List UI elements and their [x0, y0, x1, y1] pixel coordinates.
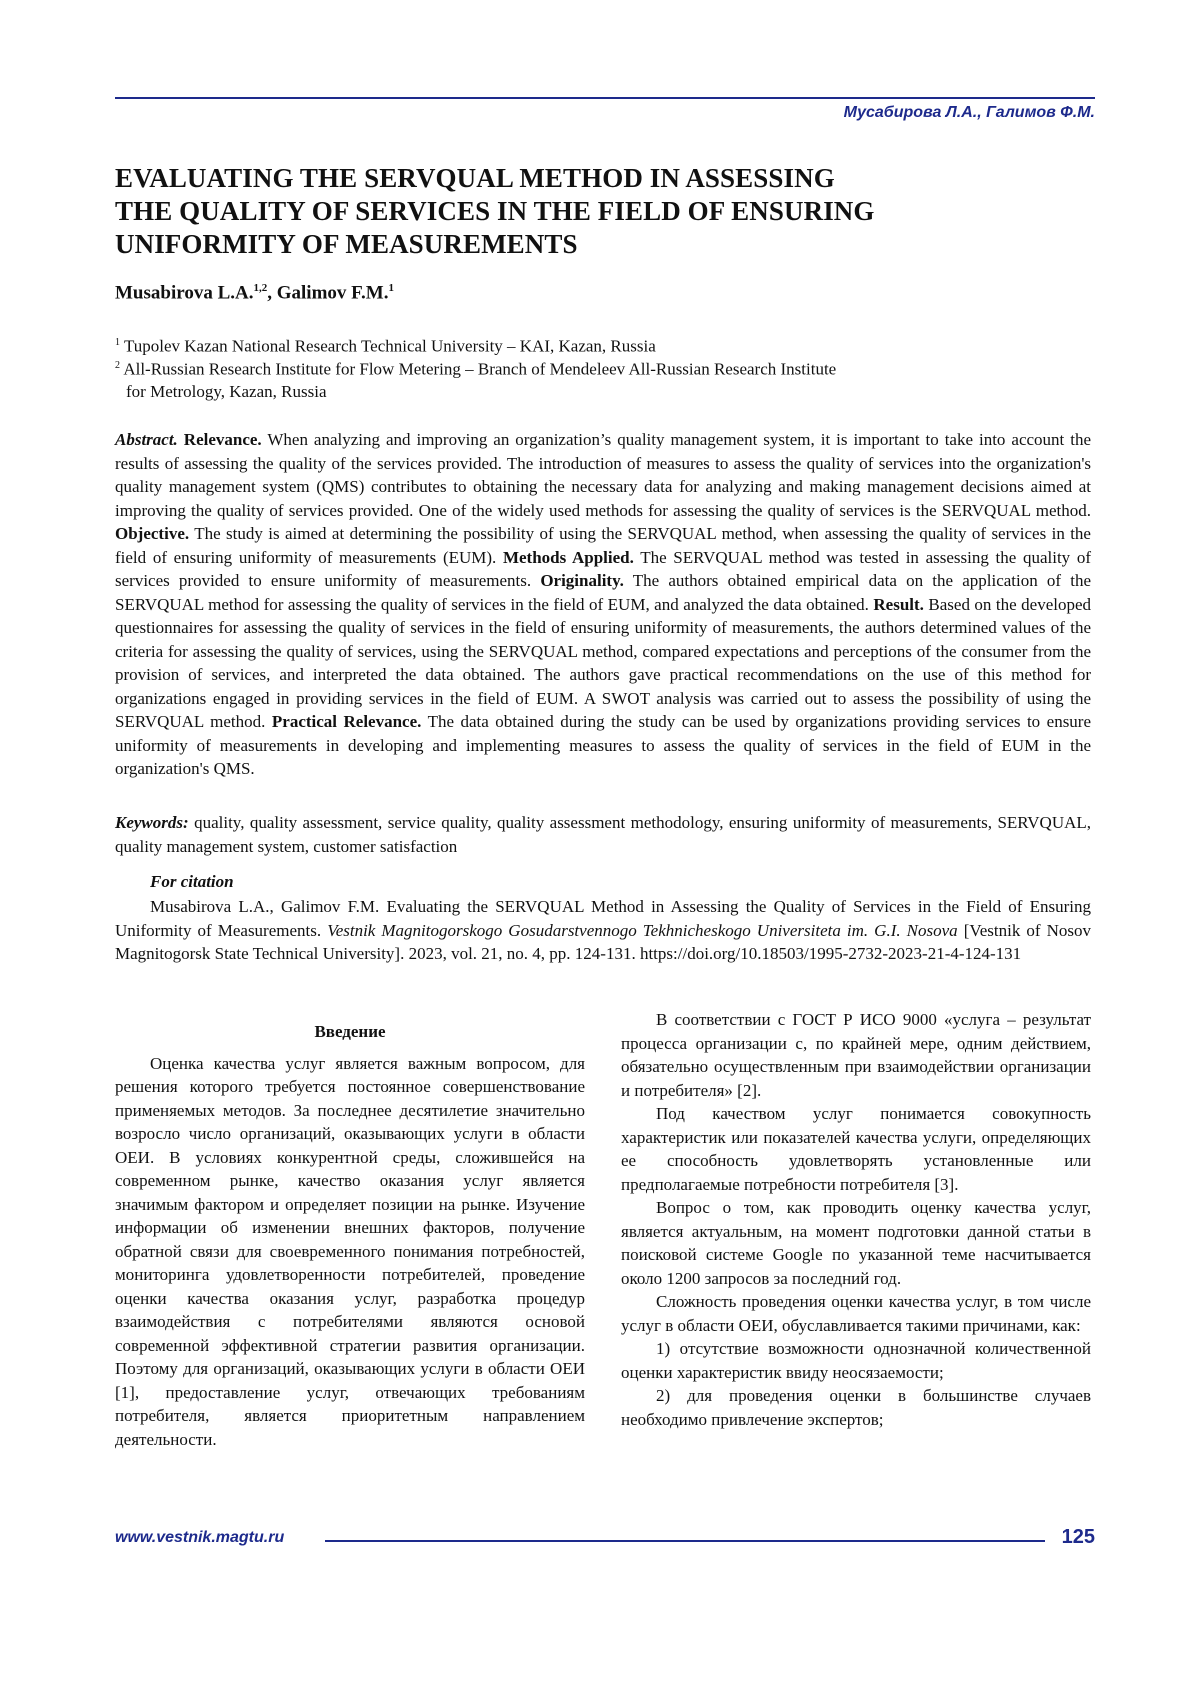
- abstract-section-label: Objective.: [115, 524, 189, 543]
- affiliation-text: Tupolev Kazan National Research Technical University – KAI, Kazan, Russia: [124, 337, 656, 356]
- section-heading: Введение: [115, 1020, 585, 1044]
- abstract-section-label: Methods Applied.: [503, 548, 634, 567]
- citation: [115, 895, 1091, 966]
- abstract-text: The data obtained during the study can be used by organizations providing services to ensure uniformity of measurements in developing and implementing measures to assess the quality of services in the field of EUM in the organization's QMS.: [115, 712, 1091, 778]
- abstract-text: When analyzing and improving an organization’s quality management system, it is important to take into account the results of assessing the quality of the services provided. The introduction of measures to assess the quality of services into the organization's quality management system (QMS) contributes to obtaining the necessary data for analyzing and making management decisions aimed at improving the quality of services provided. One of the widely used methods for assessing the quality of services is the SERVQUAL method.: [115, 430, 1091, 520]
- affiliation: [115, 355, 836, 403]
- citation-text: [Vestnik of Nosov Magnitogorsk State Technical University]. 2023, vol. 21, no. 4, pp. 124-131. https://doi.org/10.18503/1995-2732-2023-21-4-124-131: [115, 921, 1091, 964]
- list-item: 2) для проведения оценки в большинстве случаев необходимо привлечение экспертов;: [621, 1384, 1091, 1431]
- affiliation-text-continued: for Metrology, Kazan, Russia: [115, 382, 327, 401]
- author-affiliation-mark: 1: [388, 282, 394, 294]
- affiliation: [115, 332, 656, 358]
- abstract-text: The authors obtained empirical data on the application of the SERVQUAL method for assessing the quality of services in the field of EUM, and analyzed the data obtained.: [115, 571, 1091, 614]
- citation-heading: For citation: [150, 872, 234, 892]
- running-head: Мусабирова Л.А., Галимов Ф.М.: [844, 104, 1095, 122]
- abstract-section-label: Result.: [873, 595, 924, 614]
- paragraph: Вопрос о том, как проводить оценку качества услуг, является актуальным, на момент подготовки данной статьи в поисковой системе Google по указанной теме насчитывается около 1200 запросов за последний год.: [621, 1196, 1091, 1290]
- title-line: THE QUALITY OF SERVICES IN THE FIELD OF ENSURING: [115, 195, 1015, 228]
- abstract-text: The study is aimed at determining the possibility of using the SERVQUAL method, when assessing the quality of services in the field of ensuring uniformity of measurements (EUM).: [115, 524, 1091, 567]
- affiliation-number: 2: [115, 360, 120, 371]
- citation-text: Musabirova L.A., Galimov F.M. Evaluating the SERVQUAL Method in Assessing the Quality of Services in the Field of Ensuring Uniformity of Measurements.: [115, 897, 1091, 940]
- article-title: [115, 162, 1015, 261]
- footer-rule: [325, 1540, 1045, 1542]
- title-line: EVALUATING THE SERVQUAL METHOD IN ASSESSING: [115, 162, 1015, 195]
- paragraph: В соответствии с ГОСТ Р ИСО 9000 «услуга – результат процесса организации с, по крайней мере, одним действием, обязательно осуществленным при взаимодействии организации и потребителя» [2].: [621, 1008, 1091, 1102]
- abstract-section-label: Practical Relevance.: [272, 712, 422, 731]
- keywords: [115, 811, 1091, 858]
- paragraph: Оценка качества услуг является важным вопросом, для решения которого требуется постоянное совершенствование применяемых методов. За последнее десятилетие значительно возросло число организаций, оказывающих услуги в области ОЕИ. В условиях конкурентной среды, сложившейся на современном рынке, качество оказания услуг является значимым фактором и определяет позиции на рынке. Изучение информации об изменении внешних факторов, получение обратной связи для своевременного понимания потребностей, мониторинга удовлетворенности потребителей, проведение оценки качества оказания услуг, разработка процедур взаимодействия с потребителями являются основой современной эффективной стратегии развития организации. Поэтому для организаций, оказывающих услуги в области ОЕИ [1], предоставление услуг, отвечающих требованиям потребителя, является приоритетным направлением деятельности.: [115, 1052, 585, 1452]
- journal-website-link[interactable]: www.vestnik.magtu.ru: [115, 1529, 284, 1547]
- paragraph: Под качеством услуг понимается совокупность характеристик или показателей качества услуги, определяющих ее способность удовлетворять установленные или предполагаемые потребности потребителя [3].: [621, 1102, 1091, 1196]
- author-name: Musabirova L.A.: [115, 282, 253, 303]
- abstract-section-label: Originality.: [540, 571, 624, 590]
- affiliation-number: 1: [115, 337, 120, 348]
- abstract-text: Based on the developed questionnaires for assessing the quality of services in the field of ensuring uniformity of measurements, the authors determined values of the criteria for assessing the quality of services, using the SERVQUAL method, compared expectations and perceptions of the consumer from the provision of services, and interpreted the data obtained. The authors gave practical recommendations on the use of this method for organizations engaged in providing services in the field of EUM. A SWOT analysis was carried out to assess the possibility of using the SERVQUAL method.: [115, 595, 1091, 732]
- author-affiliation-mark: 1,2: [253, 282, 267, 294]
- author-list: [115, 282, 394, 304]
- paragraph: Сложность проведения оценки качества услуг, в том числе услуг в области ОЕИ, обуславливается такими причинами, как:: [621, 1290, 1091, 1337]
- author-name: Galimov F.M.: [277, 282, 389, 303]
- page-number: 125: [1062, 1526, 1095, 1549]
- header-rule: [115, 97, 1095, 99]
- affiliation-text: All-Russian Research Institute for Flow Metering – Branch of Mendeleev All-Russian Research Institute: [123, 360, 836, 379]
- abstract-section-label: Relevance.: [184, 430, 262, 449]
- abstract-label: Abstract.: [115, 430, 178, 449]
- citation-journal: Vestnik Magnitogorskogo Gosudarstvennogo Tekhnicheskogo Universiteta im. G.I. Nosova: [327, 921, 957, 940]
- abstract: [115, 428, 1091, 781]
- author-separator: ,: [267, 282, 277, 303]
- body-column-left: [115, 1008, 585, 1451]
- body-column-right: [621, 1008, 1091, 1431]
- title-line: UNIFORMITY OF MEASUREMENTS: [115, 228, 1015, 261]
- keywords-label: Keywords:: [115, 813, 189, 832]
- list-item: 1) отсутствие возможности однозначной количественной оценки характеристик ввиду неосязаемости;: [621, 1337, 1091, 1384]
- keywords-text: quality, quality assessment, service quality, quality assessment methodology, ensuring uniformity of measurements, SERVQUAL, quality management system, customer satisfaction: [115, 813, 1091, 856]
- abstract-text: The SERVQUAL method was tested in assessing the quality of services provided to ensure uniformity of measurements.: [115, 548, 1091, 591]
